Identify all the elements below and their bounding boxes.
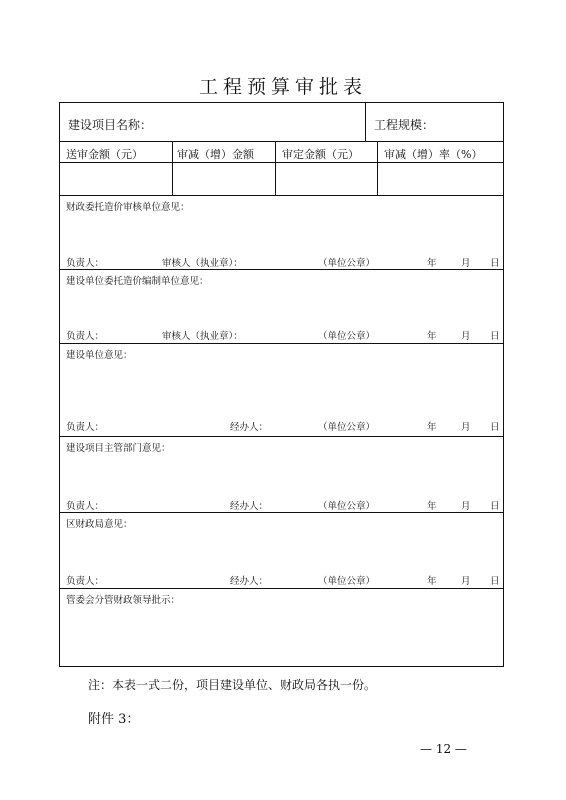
sign-seal: （单位公章） bbox=[318, 501, 376, 512]
section-heading-cost-compilation: 建设单位委托造价编制单位意见： bbox=[66, 276, 209, 287]
sign-responsible: 负责人： bbox=[66, 258, 105, 269]
sign-month: 月 bbox=[461, 331, 471, 342]
form-note: 注：本表一式二份，项目建设单位、财政局各执一份。 bbox=[88, 678, 377, 692]
sign-day: 日 bbox=[490, 258, 500, 269]
sign-responsible: 负责人： bbox=[66, 501, 105, 512]
divider bbox=[60, 588, 503, 589]
sign-year: 年 bbox=[427, 258, 437, 269]
page-number: — 12 — bbox=[420, 742, 467, 756]
sign-handler: 经办人： bbox=[230, 501, 269, 512]
header-reduction-amount: 审减（增）金额 bbox=[177, 148, 254, 161]
divider bbox=[60, 269, 503, 270]
sign-day: 日 bbox=[490, 422, 500, 433]
sign-year: 年 bbox=[427, 576, 437, 587]
section-heading-committee-leader: 管委会分管财政领导批示： bbox=[66, 595, 181, 606]
sign-seal: （单位公章） bbox=[318, 258, 376, 269]
section-heading-construction-unit: 建设单位意见： bbox=[66, 350, 133, 361]
sign-month: 月 bbox=[461, 422, 471, 433]
sign-seal: （单位公章） bbox=[318, 331, 376, 342]
approved-amount-field[interactable] bbox=[275, 162, 377, 195]
reduction-amount-field[interactable] bbox=[172, 162, 275, 195]
sign-seal: （单位公章） bbox=[318, 576, 376, 587]
sign-month: 月 bbox=[461, 501, 471, 512]
section-heading-district-finance: 区财政局意见： bbox=[66, 519, 133, 530]
sign-handler: 经办人： bbox=[230, 422, 269, 433]
sign-handler: 经办人： bbox=[230, 576, 269, 587]
form-title: 工程预算审批表 bbox=[198, 76, 367, 98]
sign-reviewer: 审核人（执业章）： bbox=[162, 331, 243, 342]
header-submitted-amount: 送审金额（元） bbox=[66, 148, 143, 161]
submitted-amount-field[interactable] bbox=[60, 162, 172, 195]
sign-responsible: 负责人： bbox=[66, 422, 105, 433]
header-reduction-rate: 审减（增）率（%） bbox=[384, 148, 483, 161]
divider bbox=[365, 103, 366, 141]
sign-month: 月 bbox=[461, 258, 471, 269]
project-scale-label: 工程规模： bbox=[374, 118, 435, 132]
divider bbox=[60, 512, 503, 513]
section-heading-supervising-dept: 建设项目主管部门意见： bbox=[66, 443, 171, 454]
sign-year: 年 bbox=[427, 501, 437, 512]
divider bbox=[60, 195, 503, 196]
header-approved-amount: 审定金额（元） bbox=[282, 148, 359, 161]
sign-day: 日 bbox=[490, 501, 500, 512]
attachment-label: 附件 3： bbox=[88, 712, 140, 727]
project-name-label: 建设项目名称： bbox=[68, 118, 153, 132]
reduction-rate-field[interactable] bbox=[377, 162, 504, 195]
sign-day: 日 bbox=[490, 331, 500, 342]
sign-responsible: 负责人： bbox=[66, 331, 105, 342]
sign-year: 年 bbox=[427, 422, 437, 433]
sign-responsible: 负责人： bbox=[66, 576, 105, 587]
sign-reviewer: 审核人（执业章）： bbox=[162, 258, 243, 269]
sign-seal: （单位公章） bbox=[318, 422, 376, 433]
approval-form-table bbox=[59, 102, 504, 667]
divider bbox=[60, 436, 503, 437]
section-heading-finance-audit: 财政委托造价审核单位意见： bbox=[66, 202, 190, 213]
sign-day: 日 bbox=[490, 576, 500, 587]
sign-month: 月 bbox=[461, 576, 471, 587]
divider bbox=[60, 141, 503, 142]
divider bbox=[60, 343, 503, 344]
sign-year: 年 bbox=[427, 331, 437, 342]
